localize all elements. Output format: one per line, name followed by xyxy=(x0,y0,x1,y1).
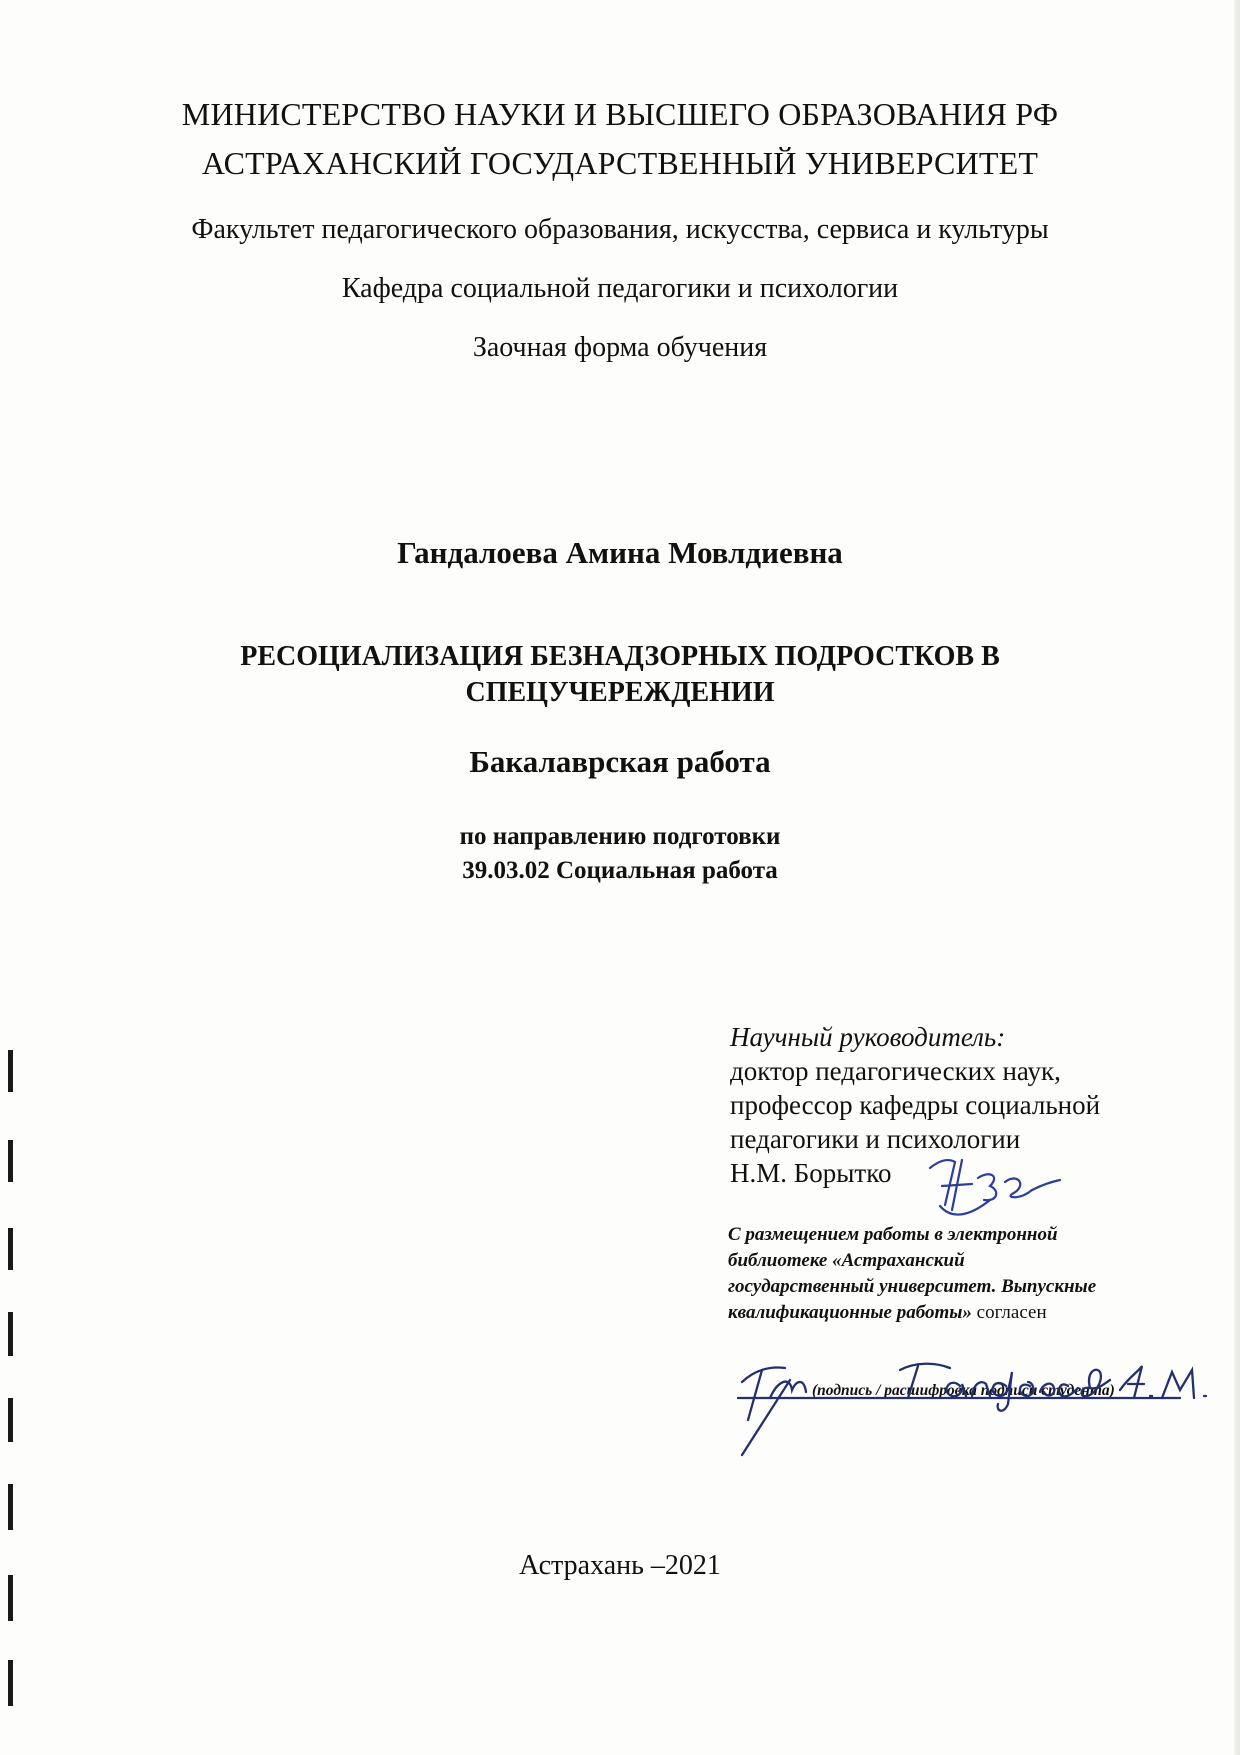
supervisor-block xyxy=(730,1020,1100,1190)
work-type: Бакалаврская работа xyxy=(469,744,771,779)
binding-mark xyxy=(8,1575,13,1621)
consent-line xyxy=(728,1300,1096,1326)
direction-label: по направлению подготовки xyxy=(459,823,781,850)
consent-line: С размещением работы в электронной xyxy=(728,1224,1058,1245)
thesis-title-line2: СПЕЦУЧЕРЕЖДЕНИИ xyxy=(465,677,775,708)
supervisor-position: профессор кафедры социальной xyxy=(730,1090,1101,1120)
faculty-name: Факультет педагогического образования, искусства, сервиса и культуры xyxy=(191,214,1049,245)
department-name: Кафедра социальной педагогики и психологии xyxy=(341,273,899,304)
consent-agree-word: согласен xyxy=(971,1302,1047,1323)
supervisor-degree: доктор педагогических наук, xyxy=(730,1056,1061,1086)
binding-mark xyxy=(8,1228,13,1270)
ministry-name: МИНИСТЕРСТВО НАУКИ И ВЫСШЕГО ОБРАЗОВАНИЯ РФ xyxy=(181,96,1059,132)
supervisor-heading: Научный руководитель: xyxy=(730,1022,1006,1052)
binding-mark xyxy=(8,1312,13,1356)
supervisor-department: педагогики и психологии xyxy=(730,1124,1021,1154)
thesis-title-line1: РЕСОЦИАЛИЗАЦИЯ БЕЗНАДЗОРНЫХ ПОДРОСТКОВ В xyxy=(240,641,1000,672)
consent-line: библиотеке «Астраханский xyxy=(728,1250,965,1271)
university-name: АСТРАХАНСКИЙ ГОСУДАРСТВЕННЫЙ УНИВЕРСИТЕТ xyxy=(201,145,1039,181)
study-form: Заочная форма обучения xyxy=(472,332,768,363)
binding-mark xyxy=(8,1140,13,1182)
binding-mark xyxy=(8,1050,13,1092)
author-name: Гандалоева Амина Мовлдиевна xyxy=(397,535,843,570)
supervisor-name: Н.М. Борытко xyxy=(730,1158,892,1188)
direction-code: 39.03.02 Социальная работа xyxy=(462,857,778,884)
signature-caption: (подпись / расшифровка подписи студента) xyxy=(812,1382,1115,1399)
consent-italic-text: квалификационные работы» xyxy=(728,1302,972,1323)
page-edge-shadow xyxy=(1234,0,1240,1755)
binding-mark xyxy=(8,1398,13,1442)
student-signature xyxy=(738,1368,880,1455)
consent-line: государственный университет. Выпускные xyxy=(728,1276,1097,1297)
binding-mark xyxy=(8,1484,13,1530)
city-year: Астрахань –2021 xyxy=(519,1550,721,1581)
binding-mark xyxy=(8,1660,13,1706)
library-consent xyxy=(728,1222,1096,1326)
